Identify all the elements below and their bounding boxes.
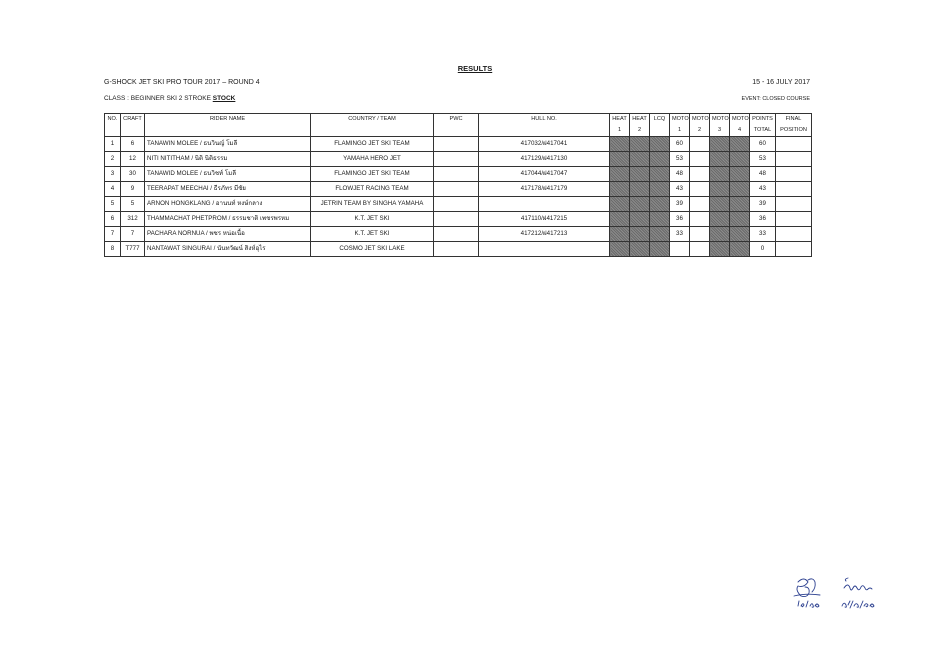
cell-pwc bbox=[434, 137, 479, 152]
cell-final bbox=[776, 137, 812, 152]
event-type: EVENT: CLOSED COURSE bbox=[741, 96, 810, 102]
cell-pwc bbox=[434, 212, 479, 227]
cell-team: FLAMINGO JET SKI TEAM bbox=[311, 167, 434, 182]
cell-heat1 bbox=[610, 137, 630, 152]
header-moto1: MOTO bbox=[670, 114, 690, 126]
cell-moto3 bbox=[710, 212, 730, 227]
cell-lcq bbox=[650, 137, 670, 152]
cell-team: YAMAHA HERO JET bbox=[311, 152, 434, 167]
cell-team: FLOWJET RACING TEAM bbox=[311, 182, 434, 197]
cell-lcq bbox=[650, 182, 670, 197]
cell-lcq bbox=[650, 242, 670, 257]
cell-hull: 417032/ฝ417041 bbox=[479, 137, 610, 152]
cell-heat1 bbox=[610, 212, 630, 227]
header-moto2: MOTO bbox=[690, 114, 710, 126]
cell-moto3 bbox=[710, 182, 730, 197]
event-dates: 15 - 16 JULY 2017 bbox=[752, 79, 810, 86]
cell-craft: 5 bbox=[121, 197, 145, 212]
cell-no: 5 bbox=[105, 197, 121, 212]
cell-heat1 bbox=[610, 152, 630, 167]
cell-heat2 bbox=[630, 152, 650, 167]
cell-pwc bbox=[434, 227, 479, 242]
cell-no: 6 bbox=[105, 212, 121, 227]
cell-heat1 bbox=[610, 197, 630, 212]
cell-moto2 bbox=[690, 182, 710, 197]
cell-heat2 bbox=[630, 167, 650, 182]
header-moto1-number: 1 bbox=[670, 125, 690, 137]
header-craft: CRAFT bbox=[121, 114, 145, 137]
header-heat1: HEAT bbox=[610, 114, 630, 126]
page-title: RESULTS bbox=[457, 64, 493, 73]
cell-moto2 bbox=[690, 167, 710, 182]
signature-1 bbox=[794, 579, 820, 607]
cell-craft: 9 bbox=[121, 182, 145, 197]
cell-no: 8 bbox=[105, 242, 121, 257]
cell-moto4 bbox=[730, 152, 750, 167]
cell-heat2 bbox=[630, 242, 650, 257]
cell-team: JETRIN TEAM BY SINGHA YAMAHA bbox=[311, 197, 434, 212]
cell-team: FLAMINGO JET SKI TEAM bbox=[311, 137, 434, 152]
table-row bbox=[105, 152, 812, 167]
cell-total: 33 bbox=[750, 227, 776, 242]
cell-rider: TEERAPAT MEECHAI / ธีรภัทร มีชัย bbox=[145, 182, 311, 197]
header-rider-name: RIDER NAME bbox=[145, 114, 311, 137]
cell-no: 4 bbox=[105, 182, 121, 197]
header-heat2-number: 2 bbox=[630, 125, 650, 137]
cell-moto4 bbox=[730, 197, 750, 212]
header-moto4-number: 4 bbox=[730, 125, 750, 137]
header-country-team: COUNTRY / TEAM bbox=[311, 114, 434, 137]
cell-moto2 bbox=[690, 242, 710, 257]
cell-lcq bbox=[650, 167, 670, 182]
cell-rider: NITI NITITHAM / นิติ นิติธรรม bbox=[145, 152, 311, 167]
cell-moto2 bbox=[690, 212, 710, 227]
cell-rider: TANAWID MOLEE / ธนวิชท์ โมลี bbox=[145, 167, 311, 182]
cell-final bbox=[776, 242, 812, 257]
cell-heat2 bbox=[630, 227, 650, 242]
header-points: POINTS bbox=[750, 114, 776, 126]
cell-moto1: 43 bbox=[670, 182, 690, 197]
table-row bbox=[105, 227, 812, 242]
cell-rider: ARNON HONGKLANG / อานนท์ หงษ์กลาง bbox=[145, 197, 311, 212]
header-moto2-number: 2 bbox=[690, 125, 710, 137]
cell-hull: 417110/ฝ417215 bbox=[479, 212, 610, 227]
cell-moto4 bbox=[730, 182, 750, 197]
cell-moto1: 39 bbox=[670, 197, 690, 212]
cell-total: 0 bbox=[750, 242, 776, 257]
cell-moto3 bbox=[710, 137, 730, 152]
cell-rider: TANAWIN MOLEE / ธนวินญ์ โมลี bbox=[145, 137, 311, 152]
cell-moto2 bbox=[690, 137, 710, 152]
cell-rider: NANTAWAT SINGURAI / นันทวัฒน์ สิงห์อุไร bbox=[145, 242, 311, 257]
cell-heat2 bbox=[630, 182, 650, 197]
table-row bbox=[105, 212, 812, 227]
cell-no: 7 bbox=[105, 227, 121, 242]
cell-moto1: 33 bbox=[670, 227, 690, 242]
cell-total: 60 bbox=[750, 137, 776, 152]
cell-lcq bbox=[650, 197, 670, 212]
header-final-position: POSITION bbox=[776, 125, 812, 137]
cell-lcq bbox=[650, 227, 670, 242]
cell-heat2 bbox=[630, 137, 650, 152]
cell-total: 48 bbox=[750, 167, 776, 182]
cell-moto2 bbox=[690, 197, 710, 212]
cell-team: K.T. JET SKI bbox=[311, 227, 434, 242]
cell-craft: 6 bbox=[121, 137, 145, 152]
cell-total: 53 bbox=[750, 152, 776, 167]
cell-heat2 bbox=[630, 212, 650, 227]
cell-moto3 bbox=[710, 227, 730, 242]
table-row bbox=[105, 182, 812, 197]
cell-craft: 30 bbox=[121, 167, 145, 182]
header-pwc: PWC bbox=[434, 114, 479, 137]
cell-moto4 bbox=[730, 227, 750, 242]
cell-craft: T777 bbox=[121, 242, 145, 257]
header-final: FINAL bbox=[776, 114, 812, 126]
cell-no: 2 bbox=[105, 152, 121, 167]
table-row bbox=[105, 197, 812, 212]
cell-hull bbox=[479, 197, 610, 212]
table-row bbox=[105, 137, 812, 152]
cell-pwc bbox=[434, 242, 479, 257]
cell-moto4 bbox=[730, 242, 750, 257]
cell-moto1: 36 bbox=[670, 212, 690, 227]
cell-pwc bbox=[434, 152, 479, 167]
cell-moto3 bbox=[710, 152, 730, 167]
cell-heat1 bbox=[610, 182, 630, 197]
cell-pwc bbox=[434, 182, 479, 197]
class-emphasis: STOCK bbox=[212, 95, 236, 102]
cell-no: 3 bbox=[105, 167, 121, 182]
cell-moto3 bbox=[710, 167, 730, 182]
event-name: G-SHOCK JET SKI PRO TOUR 2017 – ROUND 4 bbox=[104, 79, 260, 86]
header-moto3: MOTO bbox=[710, 114, 730, 126]
header-hull-no: HULL NO. bbox=[479, 114, 610, 137]
class-prefix: CLASS : BEGINNER SKI 2 STROKE bbox=[104, 95, 213, 102]
header-lcq: LCQ bbox=[650, 114, 670, 137]
cell-hull bbox=[479, 242, 610, 257]
cell-final bbox=[776, 182, 812, 197]
cell-moto1: 53 bbox=[670, 152, 690, 167]
cell-craft: 7 bbox=[121, 227, 145, 242]
table-row bbox=[105, 167, 812, 182]
cell-final bbox=[776, 167, 812, 182]
header-moto4: MOTO bbox=[730, 114, 750, 126]
header-no: NO. bbox=[105, 114, 121, 137]
cell-final bbox=[776, 212, 812, 227]
cell-hull: 417178/ฝ417179 bbox=[479, 182, 610, 197]
cell-moto1 bbox=[670, 242, 690, 257]
cell-rider: PACHARA NORNUA / พชร หน่อเนื้อ bbox=[145, 227, 311, 242]
cell-moto3 bbox=[710, 242, 730, 257]
cell-total: 43 bbox=[750, 182, 776, 197]
cell-heat1 bbox=[610, 242, 630, 257]
cell-craft: 312 bbox=[121, 212, 145, 227]
cell-moto2 bbox=[690, 152, 710, 167]
cell-moto4 bbox=[730, 212, 750, 227]
table-row bbox=[105, 242, 812, 257]
cell-total: 36 bbox=[750, 212, 776, 227]
header-moto3-number: 3 bbox=[710, 125, 730, 137]
cell-no: 1 bbox=[105, 137, 121, 152]
cell-craft: 12 bbox=[121, 152, 145, 167]
cell-final bbox=[776, 227, 812, 242]
class-line bbox=[104, 95, 235, 102]
cell-pwc bbox=[434, 167, 479, 182]
cell-hull: 417044/ฝ417047 bbox=[479, 167, 610, 182]
cell-hull: 417129/ฝ417130 bbox=[479, 152, 610, 167]
cell-hull: 417212/ฝ417213 bbox=[479, 227, 610, 242]
cell-moto1: 48 bbox=[670, 167, 690, 182]
cell-rider: THAMMACHAT PHETPROM / ธรรมชาติ เพชรพรหม bbox=[145, 212, 311, 227]
cell-pwc bbox=[434, 197, 479, 212]
cell-moto4 bbox=[730, 167, 750, 182]
cell-moto1: 60 bbox=[670, 137, 690, 152]
header-points-total: TOTAL bbox=[750, 125, 776, 137]
cell-heat1 bbox=[610, 167, 630, 182]
results-table bbox=[104, 113, 812, 257]
cell-lcq bbox=[650, 212, 670, 227]
header-heat1-number: 1 bbox=[610, 125, 630, 137]
cell-team: K.T. JET SKI bbox=[311, 212, 434, 227]
cell-moto2 bbox=[690, 227, 710, 242]
header-heat2: HEAT bbox=[630, 114, 650, 126]
cell-total: 39 bbox=[750, 197, 776, 212]
signature-2 bbox=[842, 578, 874, 608]
cell-final bbox=[776, 152, 812, 167]
cell-lcq bbox=[650, 152, 670, 167]
cell-final bbox=[776, 197, 812, 212]
cell-moto4 bbox=[730, 137, 750, 152]
cell-heat2 bbox=[630, 197, 650, 212]
cell-moto3 bbox=[710, 197, 730, 212]
cell-team: COSMO JET SKI LAKE bbox=[311, 242, 434, 257]
signatures bbox=[790, 572, 890, 617]
cell-heat1 bbox=[610, 227, 630, 242]
